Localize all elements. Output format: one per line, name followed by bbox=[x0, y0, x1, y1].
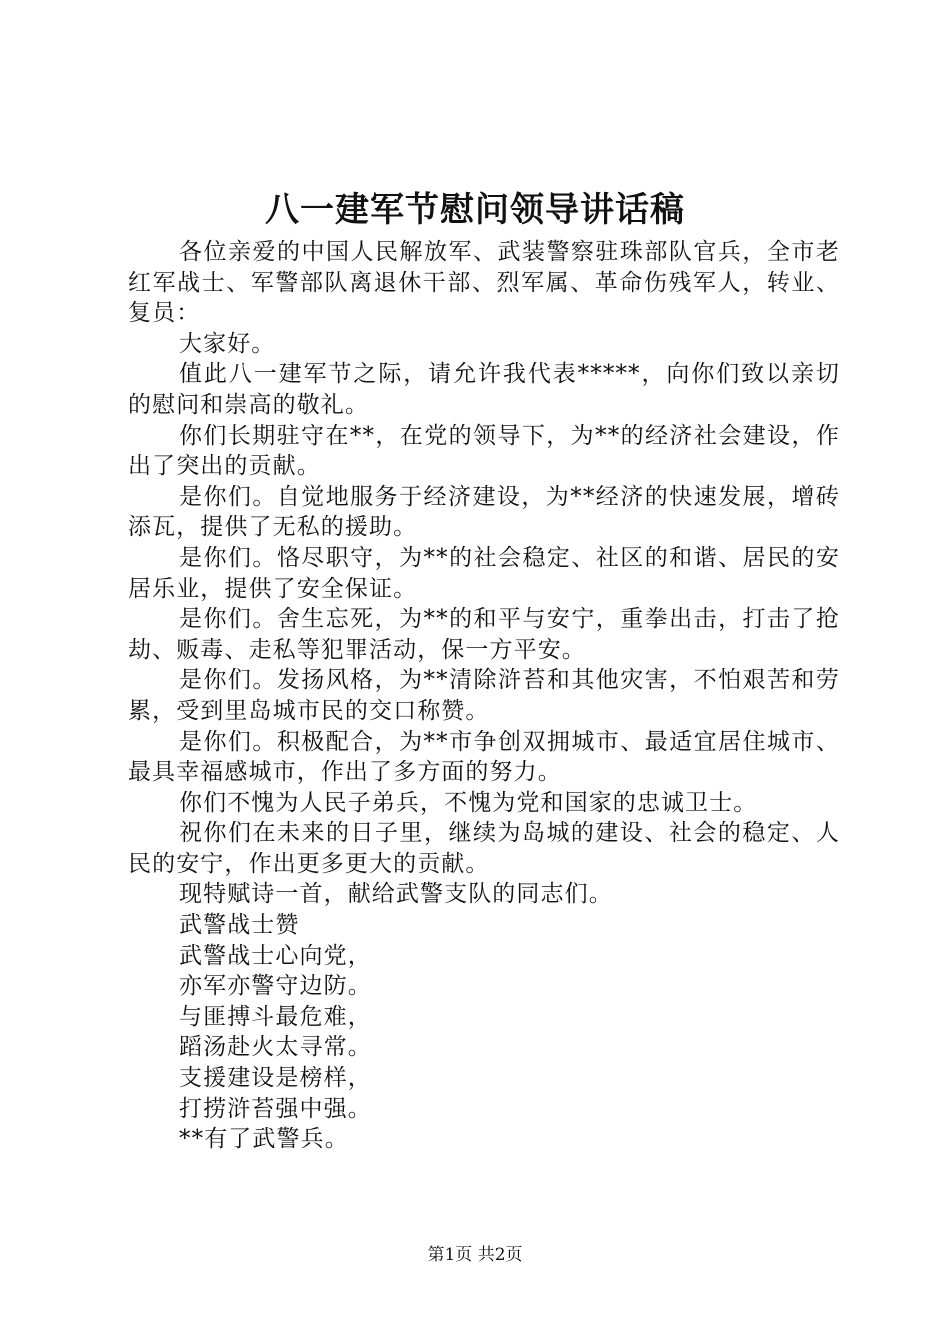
poem-line: **有了武警兵。 bbox=[179, 1126, 349, 1153]
poem-line: 与匪搏斗最危难， bbox=[179, 1003, 372, 1030]
document-body bbox=[128, 237, 840, 1155]
paragraph: 值此八一建军节之际，请允许我代表*****，向你们致以亲切的慰问和崇高的敬礼。 bbox=[128, 361, 840, 418]
poem-title: 武警战士赞 bbox=[179, 912, 300, 939]
document-title: 八一建军节慰问领导讲话稿 bbox=[265, 190, 685, 230]
paragraph: 是你们。积极配合，为**市争创双拥城市、最适宜居住城市、最具幸福感城市，作出了多方面的努力。 bbox=[128, 728, 840, 786]
paragraph: 你们不愧为人民子弟兵，不愧为党和国家的忠诚卫士。 bbox=[179, 789, 758, 816]
poem-line: 武警战士心向党， bbox=[179, 942, 372, 969]
paragraph: 是你们。发扬风格，为**清除浒苔和其他灾害，不怕艰苦和劳累，受到里岛城市民的交口称赞。 bbox=[128, 667, 840, 724]
paragraph: 是你们。舍生忘死，为**的和平与安宁，重拳出击，打击了抢劫、贩毒、走私等犯罪活动，保一方平安。 bbox=[128, 606, 840, 663]
poem-line: 亦军亦警守边防。 bbox=[179, 973, 372, 1000]
poem-line: 蹈汤赴火太寻常。 bbox=[179, 1034, 372, 1061]
paragraph: 现特赋诗一首，献给武警支队的同志们。 bbox=[179, 881, 613, 908]
paragraph: 是你们。自觉地服务于经济建设，为**经济的快速发展，增砖添瓦，提供了无私的援助。 bbox=[128, 483, 840, 541]
paragraph: 你们长期驻守在**，在党的领导下，为**的经济社会建设，作出了突出的贡献。 bbox=[128, 422, 840, 480]
page-number-footer: 第1页 共2页 bbox=[427, 1245, 523, 1265]
paragraph: 是你们。恪尽职守，为**的社会稳定、社区的和谐、居民的安居乐业，提供了安全保证。 bbox=[128, 544, 840, 602]
paragraph-salutation: 各位亲爱的中国人民解放军、武装警察驻珠部队官兵，全市老红军战士、军警部队离退休干部、烈军属、革命伤残军人，转业、复员： bbox=[128, 239, 840, 327]
paragraph: 祝你们在未来的日子里，继续为岛城的建设、社会的稳定、人民的安宁，作出更多更大的贡献。 bbox=[128, 820, 840, 877]
paragraph-greeting: 大家好。 bbox=[179, 330, 276, 357]
poem-line: 支援建设是榜样， bbox=[179, 1065, 372, 1092]
poem-line: 打捞浒苔强中强。 bbox=[179, 1095, 372, 1122]
